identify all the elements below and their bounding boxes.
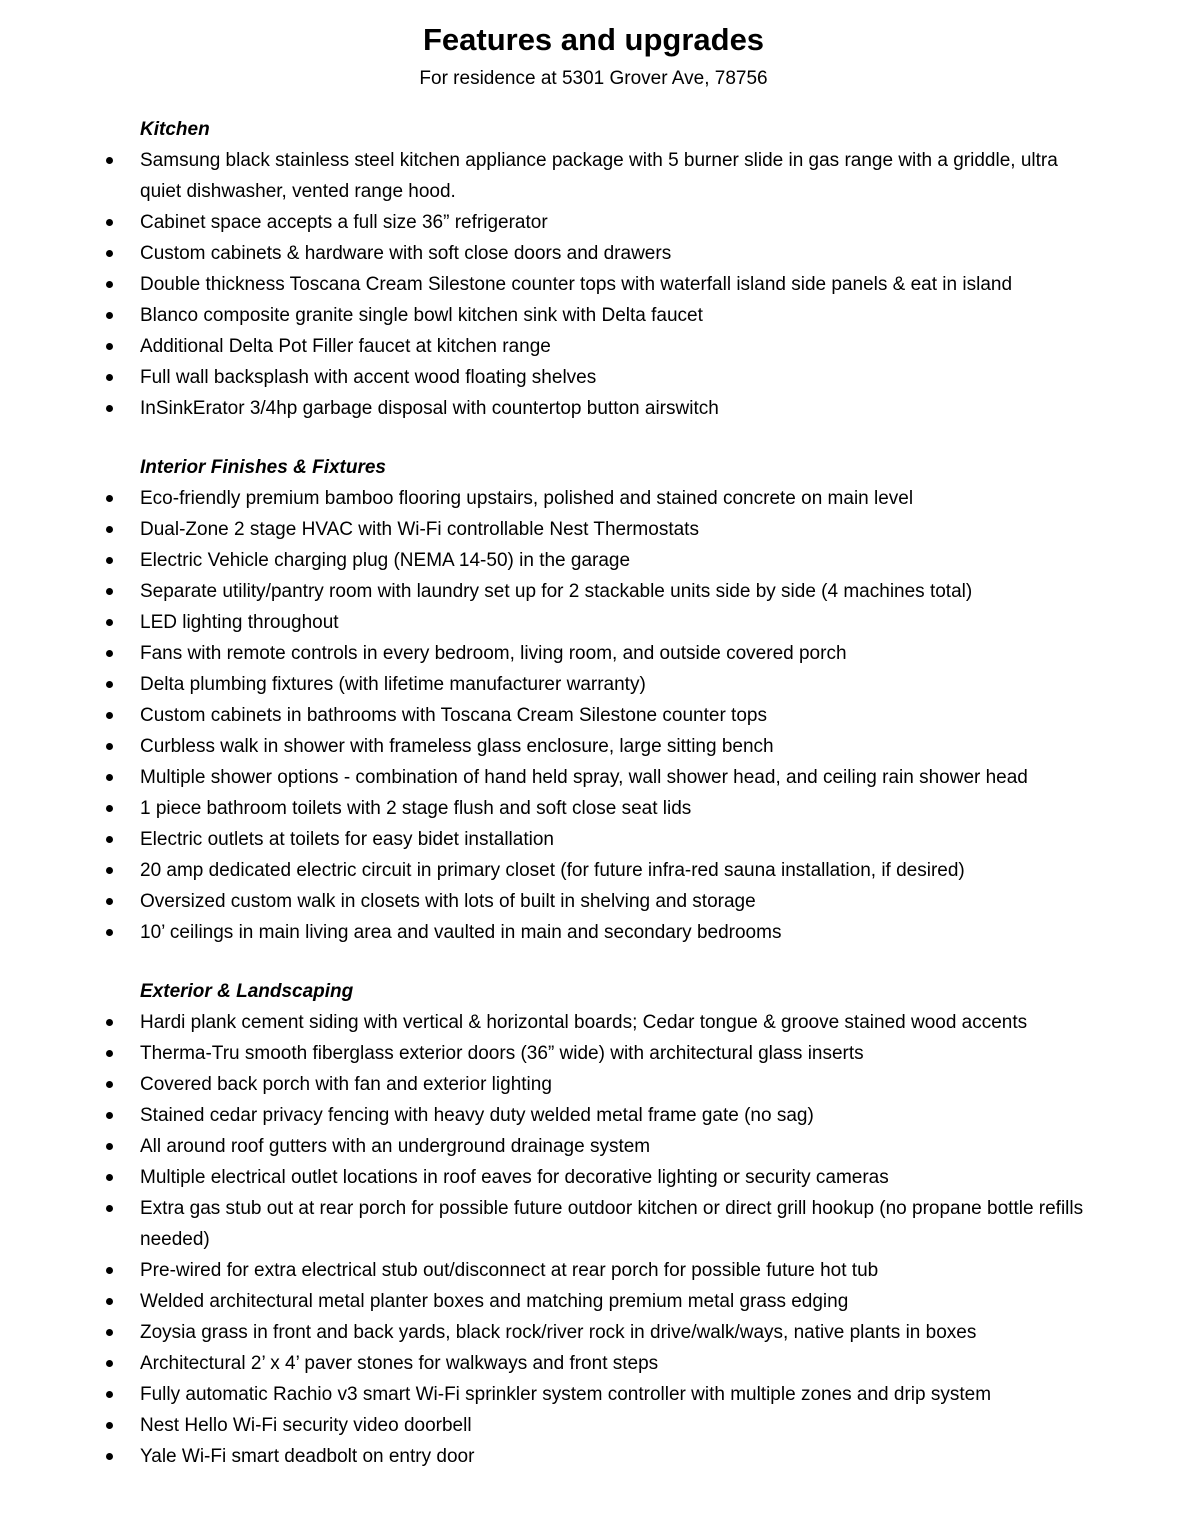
feature-text: 1 piece bathroom toilets with 2 stage flush and soft close seat lids xyxy=(140,798,692,819)
feature-list-item xyxy=(0,1100,1187,1131)
feature-text: LED lighting throughout xyxy=(140,612,339,633)
page-title: Features and upgrades xyxy=(422,22,765,57)
feature-text: 20 amp dedicated electric circuit in primary closet (for future infra-red sauna installation, if desired) xyxy=(140,860,965,881)
bullet-icon xyxy=(106,929,113,936)
feature-list-item xyxy=(0,669,1187,700)
feature-list-item xyxy=(0,886,1187,917)
bullet-icon xyxy=(106,1205,113,1212)
bullet-icon xyxy=(106,1174,113,1181)
feature-text: Curbless walk in shower with frameless glass enclosure, large sitting bench xyxy=(140,736,774,757)
features-content xyxy=(0,114,1187,1500)
feature-list-item xyxy=(0,269,1187,300)
feature-list xyxy=(0,1007,1187,1472)
bullet-icon xyxy=(106,836,113,843)
feature-text: Dual-Zone 2 stage HVAC with Wi-Fi controllable Nest Thermostats xyxy=(140,519,699,540)
feature-text: Zoysia grass in front and back yards, black rock/river rock in drive/walk/ways, native plants in boxes xyxy=(140,1322,977,1343)
feature-list-item xyxy=(0,145,1187,207)
bullet-icon xyxy=(106,1143,113,1150)
bullet-icon xyxy=(106,650,113,657)
bullet-icon xyxy=(106,1081,113,1088)
bullet-icon xyxy=(106,1267,113,1274)
feature-list-item xyxy=(0,576,1187,607)
feature-text: Multiple shower options - combination of hand held spray, wall shower head, and ceiling rain shower head xyxy=(140,767,1028,788)
feature-text: Fans with remote controls in every bedroom, living room, and outside covered porch xyxy=(140,643,847,664)
feature-list-item xyxy=(0,545,1187,576)
bullet-icon xyxy=(106,588,113,595)
bullet-icon xyxy=(106,1329,113,1336)
feature-text: Cabinet space accepts a full size 36” refrigerator xyxy=(140,212,548,233)
bullet-icon xyxy=(106,1050,113,1057)
bullet-icon xyxy=(106,805,113,812)
feature-text: Samsung black stainless steel kitchen appliance package with 5 burner slide in gas range with a griddle, ultra quiet dishwasher, vented range hood. xyxy=(140,150,1058,202)
feature-text: Fully automatic Rachio v3 smart Wi-Fi sprinkler system controller with multiple zones and drip system xyxy=(140,1384,992,1405)
bullet-icon xyxy=(106,157,113,164)
feature-list-item xyxy=(0,393,1187,424)
feature-list-item xyxy=(0,331,1187,362)
feature-list-item xyxy=(0,514,1187,545)
bullet-icon xyxy=(106,219,113,226)
bullet-icon xyxy=(106,495,113,502)
bullet-icon xyxy=(106,1112,113,1119)
feature-section xyxy=(0,452,1187,948)
bullet-icon xyxy=(106,281,113,288)
feature-text: Additional Delta Pot Filler faucet at kitchen range xyxy=(140,336,551,357)
feature-list-item xyxy=(0,1038,1187,1069)
feature-list-item xyxy=(0,1410,1187,1441)
feature-section xyxy=(0,114,1187,424)
feature-list-item xyxy=(0,1069,1187,1100)
feature-list-item xyxy=(0,1162,1187,1193)
feature-list-item xyxy=(0,793,1187,824)
section-heading: Kitchen xyxy=(140,119,210,140)
feature-list-item xyxy=(0,1348,1187,1379)
bullet-icon xyxy=(106,774,113,781)
bullet-icon xyxy=(106,681,113,688)
bullet-icon xyxy=(106,712,113,719)
feature-text: Yale Wi-Fi smart deadbolt on entry door xyxy=(140,1446,475,1467)
feature-list-item xyxy=(0,207,1187,238)
feature-text: Oversized custom walk in closets with lots of built in shelving and storage xyxy=(140,891,756,912)
feature-list-item xyxy=(0,1007,1187,1038)
feature-list-item xyxy=(0,1317,1187,1348)
bullet-icon xyxy=(106,374,113,381)
feature-list-item xyxy=(0,855,1187,886)
feature-text: Delta plumbing fixtures (with lifetime manufacturer warranty) xyxy=(140,674,646,695)
feature-text: Eco-friendly premium bamboo flooring upstairs, polished and stained concrete on main level xyxy=(140,488,914,509)
feature-text: InSinkErator 3/4hp garbage disposal with countertop button airswitch xyxy=(140,398,719,419)
bullet-icon xyxy=(106,1298,113,1305)
feature-text: Nest Hello Wi-Fi security video doorbell xyxy=(140,1415,472,1436)
bullet-icon xyxy=(106,867,113,874)
feature-list-item xyxy=(0,1379,1187,1410)
section-heading: Interior Finishes & Fixtures xyxy=(140,457,386,478)
feature-list-item xyxy=(0,638,1187,669)
bullet-icon xyxy=(106,405,113,412)
feature-list-item xyxy=(0,1441,1187,1472)
feature-text: Electric outlets at toilets for easy bidet installation xyxy=(140,829,554,850)
bullet-icon xyxy=(106,343,113,350)
feature-list-item xyxy=(0,300,1187,331)
feature-section xyxy=(0,976,1187,1472)
feature-list-item xyxy=(0,824,1187,855)
feature-list-item xyxy=(0,917,1187,948)
feature-text: All around roof gutters with an underground drainage system xyxy=(140,1136,651,1157)
page-subtitle: For residence at 5301 Grover Ave, 78756 xyxy=(419,68,768,89)
feature-text: Blanco composite granite single bowl kitchen sink with Delta faucet xyxy=(140,305,703,326)
feature-list-item xyxy=(0,700,1187,731)
bullet-icon xyxy=(106,743,113,750)
bullet-icon xyxy=(106,1391,113,1398)
feature-list xyxy=(0,483,1187,948)
feature-list-item xyxy=(0,238,1187,269)
feature-list-item xyxy=(0,1131,1187,1162)
feature-text: Covered back porch with fan and exterior lighting xyxy=(140,1074,552,1095)
feature-text: Extra gas stub out at rear porch for possible future outdoor kitchen or direct grill hookup (no propane bottle refills needed) xyxy=(140,1198,1084,1250)
feature-text: Full wall backsplash with accent wood floating shelves xyxy=(140,367,597,388)
feature-text: Separate utility/pantry room with laundry set up for 2 stackable units side by side (4 machines total) xyxy=(140,581,973,602)
bullet-icon xyxy=(106,250,113,257)
feature-list-item xyxy=(0,731,1187,762)
feature-text: Custom cabinets & hardware with soft close doors and drawers xyxy=(140,243,672,264)
bullet-icon xyxy=(106,1422,113,1429)
section-heading: Exterior & Landscaping xyxy=(140,981,354,1002)
bullet-icon xyxy=(106,1453,113,1460)
feature-text: Architectural 2’ x 4’ paver stones for walkways and front steps xyxy=(140,1353,659,1374)
feature-text: 10’ ceilings in main living area and vaulted in main and secondary bedrooms xyxy=(140,922,782,943)
feature-list-item xyxy=(0,762,1187,793)
feature-list-item xyxy=(0,1255,1187,1286)
bullet-icon xyxy=(106,526,113,533)
feature-text: Electric Vehicle charging plug (NEMA 14-50) in the garage xyxy=(140,550,631,571)
feature-list xyxy=(0,145,1187,424)
feature-text: Hardi plank cement siding with vertical & horizontal boards; Cedar tongue & groove stained wood accents xyxy=(140,1012,1028,1033)
bullet-icon xyxy=(106,312,113,319)
feature-text: Multiple electrical outlet locations in roof eaves for decorative lighting or security cameras xyxy=(140,1167,889,1188)
bullet-icon xyxy=(106,1360,113,1367)
feature-text: Therma-Tru smooth fiberglass exterior doors (36” wide) with architectural glass inserts xyxy=(140,1043,864,1064)
feature-list-item xyxy=(0,607,1187,638)
feature-text: Welded architectural metal planter boxes and matching premium metal grass edging xyxy=(140,1291,849,1312)
feature-list-item xyxy=(0,362,1187,393)
bullet-icon xyxy=(106,1019,113,1026)
feature-text: Pre-wired for extra electrical stub out/disconnect at rear porch for possible future hot tub xyxy=(140,1260,879,1281)
bullet-icon xyxy=(106,898,113,905)
feature-list-item xyxy=(0,1193,1187,1255)
feature-list-item xyxy=(0,483,1187,514)
feature-list-item xyxy=(0,1286,1187,1317)
feature-text: Stained cedar privacy fencing with heavy duty welded metal frame gate (no sag) xyxy=(140,1105,814,1126)
feature-text: Double thickness Toscana Cream Silestone counter tops with waterfall island side panels & eat in island xyxy=(140,274,1013,295)
feature-text: Custom cabinets in bathrooms with Toscana Cream Silestone counter tops xyxy=(140,705,767,726)
bullet-icon xyxy=(106,619,113,626)
bullet-icon xyxy=(106,557,113,564)
